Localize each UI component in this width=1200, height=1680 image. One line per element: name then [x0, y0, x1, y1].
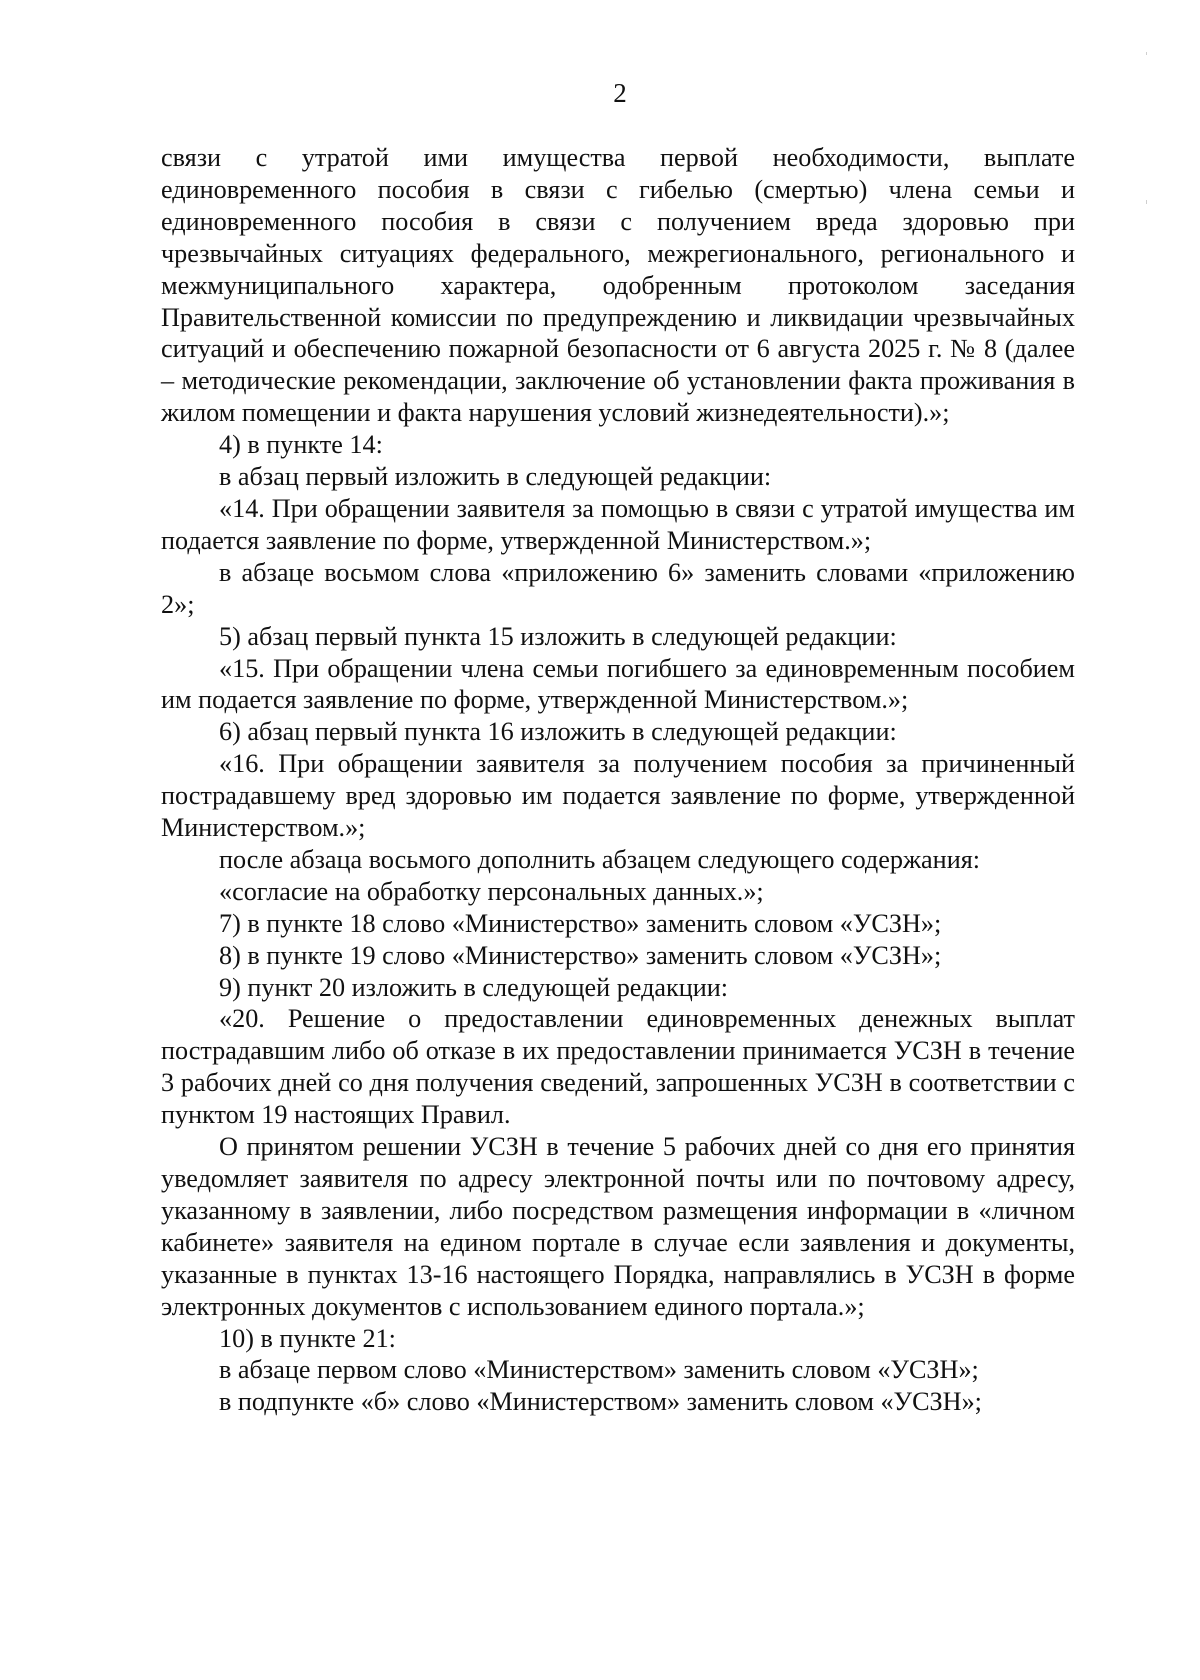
scan-speck	[1146, 200, 1147, 204]
paragraph: «20. Решение о предоставлении единовременных денежных выплат пострадавшим либо об отказе в их предоставлении принимается УСЗН в течение 3 рабочих дней со дня получения сведений, запрошенных УСЗН в соответствии с пунктом 19 настоящих Правил.	[161, 1004, 1075, 1130]
paragraph: 8) в пункте 19 слово «Министерство» заменить словом «УСЗН»;	[219, 940, 942, 970]
paragraph: в абзаце восьмом слова «приложению 6» заменить словами «приложению 2»;	[161, 557, 1075, 619]
paragraph: связи с утратой ими имущества первой необходимости, выплате единовременного пособия в связи с гибелью (смертью) члена семьи и единовременного пособия в связи с получением вреда здоровью при чрезвычайных ситуациях федерального, межрегионального, регионального и межмуниципального характера, одобренным протоколом заседания Правительственной комиссии по предупреждению и ликвидации чрезвычайных ситуаций и обеспечению пожарной безопасности от 6 августа 2025 г. № 8 (далее – методические рекомендации, заключение об установлении факта проживания в жилом помещении и факта нарушения условий жизнедеятельности).»;	[161, 143, 1075, 428]
paragraph: «согласие на обработку персональных данных.»;	[219, 876, 764, 906]
paragraph: в подпункте «б» слово «Министерством» заменить словом «УСЗН»;	[219, 1387, 982, 1417]
paragraph: после абзаца восьмого дополнить абзацем следующего содержания:	[219, 844, 981, 874]
paragraph: 7) в пункте 18 слово «Министерство» заменить словом «УСЗН»;	[219, 908, 942, 938]
paragraph: 5) абзац первый пункта 15 изложить в следующей редакции:	[219, 621, 897, 651]
page-number: 2	[613, 78, 627, 108]
document-body	[161, 142, 1075, 1418]
paragraph: 6) абзац первый пункта 16 изложить в следующей редакции:	[219, 717, 897, 747]
paragraph: «16. При обращении заявителя за получением пособия за причиненный пострадавшему вред здоровью им подается заявление по форме, утвержденной Министерством.»;	[161, 749, 1075, 843]
paragraph: О принятом решении УСЗН в течение 5 рабочих дней со дня его принятия уведомляет заявителя по адресу электронной почты или по почтовому адресу, указанному в заявлении, либо посредством размещения информации в «личном кабинете» заявителя на едином портале в случае если заявления и документы, указанные в пунктах 13-16 настоящего Порядка, направлялись в УСЗН в форме электронных документов с использованием единого портала.»;	[161, 1132, 1075, 1321]
paragraph: «14. При обращении заявителя за помощью в связи с утратой имущества им подается заявление по форме, утвержденной Министерством.»;	[161, 493, 1075, 555]
paragraph: в абзац первый изложить в следующей редакции:	[219, 462, 772, 492]
scan-speck	[1146, 52, 1147, 55]
paragraph: в абзаце первом слово «Министерством» заменить словом «УСЗН»;	[219, 1355, 979, 1385]
paragraph: 10) в пункте 21:	[219, 1323, 396, 1353]
paragraph: 4) в пункте 14:	[219, 430, 383, 460]
paragraph: «15. При обращении члена семьи погибшего за единовременным пособием им подается заявление по форме, утвержденной Министерством.»;	[161, 653, 1075, 715]
paragraph: 9) пункт 20 изложить в следующей редакции:	[219, 972, 729, 1002]
